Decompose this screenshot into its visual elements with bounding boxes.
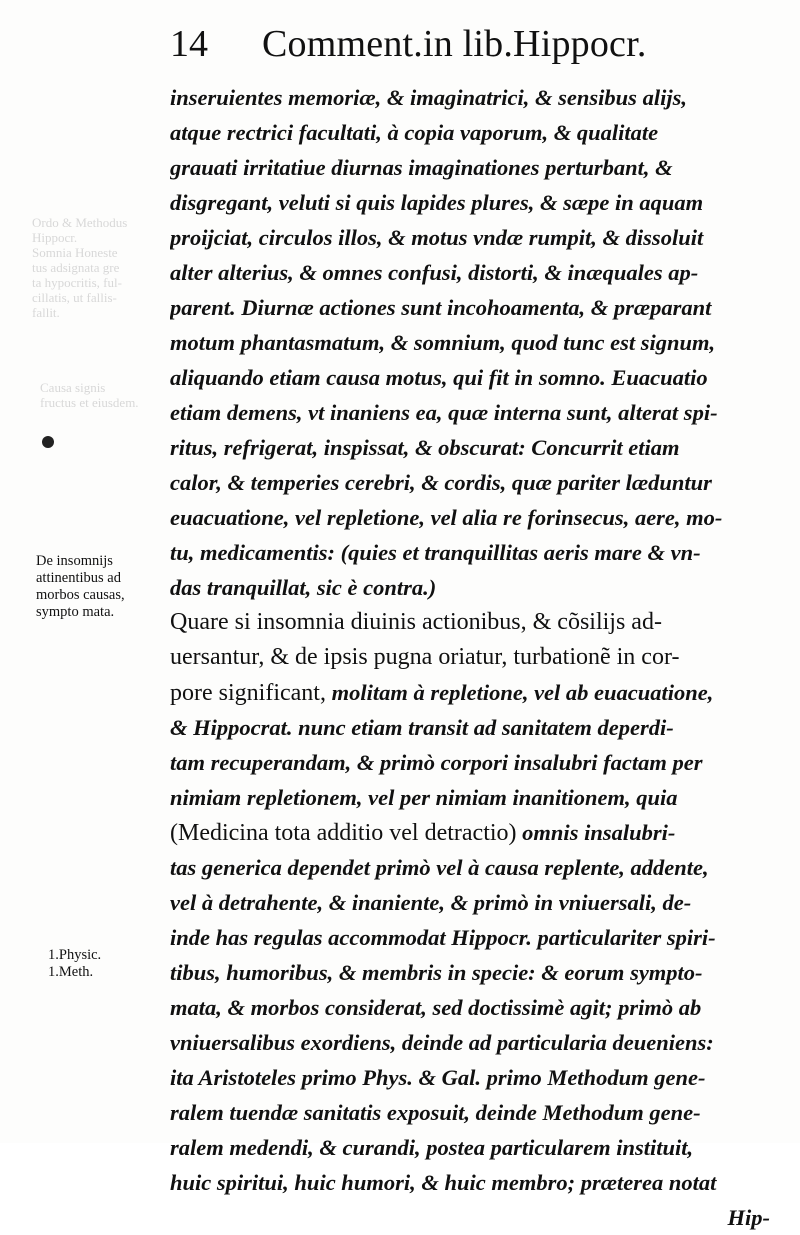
text-line: ralem medendi, & curandi, postea particularem instituit,	[170, 1135, 694, 1160]
text-line: calor, & temperies cerebri, & cordis, quæ pariter læduntur	[170, 470, 712, 495]
text-line: ralem tuendæ sanitatis exposuit, deinde Methodum gene-	[170, 1100, 701, 1125]
catchword: Hip-	[727, 1205, 770, 1230]
text-line-roman: uersantur, & de ipsis pugna oriatur, turbationẽ in cor-	[170, 644, 680, 670]
running-title: Comment.in lib.Hippocr.	[262, 23, 647, 65]
text-line: tas generica dependet primò vel à causa replente, addente,	[170, 855, 709, 880]
margin-note-ref-physics: 1.Physic.	[48, 947, 102, 963]
text-line: inde has regulas accommodat Hippocr. particulariter spiri-	[170, 925, 716, 950]
bleed-through-text: Causa signis fructus et eiusdem.	[40, 380, 139, 410]
text-line: grauati irritatiue diurnas imaginationes perturbant, &	[170, 155, 673, 180]
bleed-through-text: Ordo & Methodus Hippocr. Somnia Honeste tus adsignata gre ta hypocritis, ful- cillatis, ut fallis- fallit.	[32, 215, 128, 320]
text-line: alter alterius, & omnes confusi, distorti, & inæquales ap-	[170, 260, 699, 285]
text-line: mata, & morbos considerat, sed doctissimè agit; primò ab	[170, 995, 702, 1020]
text-roman-segment: (Medicina tota additio vel detractio)	[170, 820, 517, 846]
margin-note-insomnia: De insomnijs attinentibus ad morbos causas, sympto mata.	[36, 553, 125, 620]
margin-note-references	[48, 947, 128, 981]
text-line: aliquando etiam causa motus, qui fit in somno. Euacuatio	[170, 365, 708, 390]
text-line: ritus, refrigerat, inspissat, & obscurat: Concurrit etiam	[170, 435, 680, 460]
text-line: vniuersalibus exordiens, deinde ad particularia deueniens:	[170, 1030, 714, 1055]
text-line: & Hippocrat. nunc etiam transit ad sanitatem deperdi-	[170, 715, 674, 740]
text-line: vel à detrahente, & inaniente, & primò in vniuersali, de-	[170, 890, 692, 915]
text-line: huic spiritui, huic humori, & huic membro; præterea notat	[170, 1170, 717, 1195]
text-line: tu, medicamentis: (quies et tranquillitas aeris mare & vn-	[170, 540, 701, 565]
text-line-roman: Quare si insomnia diuinis actionibus, & cõsilijs ad-	[170, 609, 662, 635]
page-number: 14	[170, 23, 208, 65]
text-line: disgregant, veluti si quis lapides plures, & sæpe in aquam	[170, 190, 704, 215]
text-roman-segment: pore significant,	[170, 680, 326, 706]
text-line: tibus, humoribus, & membris in specie: & eorum sympto-	[170, 960, 703, 985]
text-line-mixed	[170, 675, 770, 710]
text-line: nimiam repletionem, vel per nimiam inanitionem, quia	[170, 785, 678, 810]
text-line: parent. Diurnæ actiones sunt incohoamenta, & præparant	[170, 295, 712, 320]
ink-spot	[42, 436, 54, 448]
main-text	[170, 80, 770, 1235]
text-line: atque rectrici facultati, à copia vaporum, & qualitate	[170, 120, 659, 145]
text-line: inseruientes memoriæ, & imaginatrici, & sensibus alijs,	[170, 85, 687, 110]
text-line: euacuatione, vel repletione, vel alia re forinsecus, aere, mo-	[170, 505, 723, 530]
text-line: etiam demens, vt inaniens ea, quæ interna sunt, alterat spi-	[170, 400, 718, 425]
text-line: tam recuperandam, & primò corpori insalubri factam per	[170, 750, 703, 775]
text-line: proijciat, circulos illos, & motus vndæ rumpit, & dissoluit	[170, 225, 704, 250]
text-line: ita Aristoteles primo Phys. & Gal. primo Methodum gene-	[170, 1065, 706, 1090]
margin-note-ref-method: 1.Meth.	[48, 964, 94, 980]
text-line: das tranquillat, sic è contra.)	[170, 575, 437, 600]
text-italic-segment: molitam à repletione, vel ab euacuatione,	[325, 680, 714, 705]
text-line: motum phantasmatum, & somnium, quod tunc est signum,	[170, 330, 716, 355]
page-header	[170, 22, 770, 72]
text-italic-segment: omnis insalubri-	[516, 820, 676, 845]
text-line-mixed	[170, 815, 770, 850]
